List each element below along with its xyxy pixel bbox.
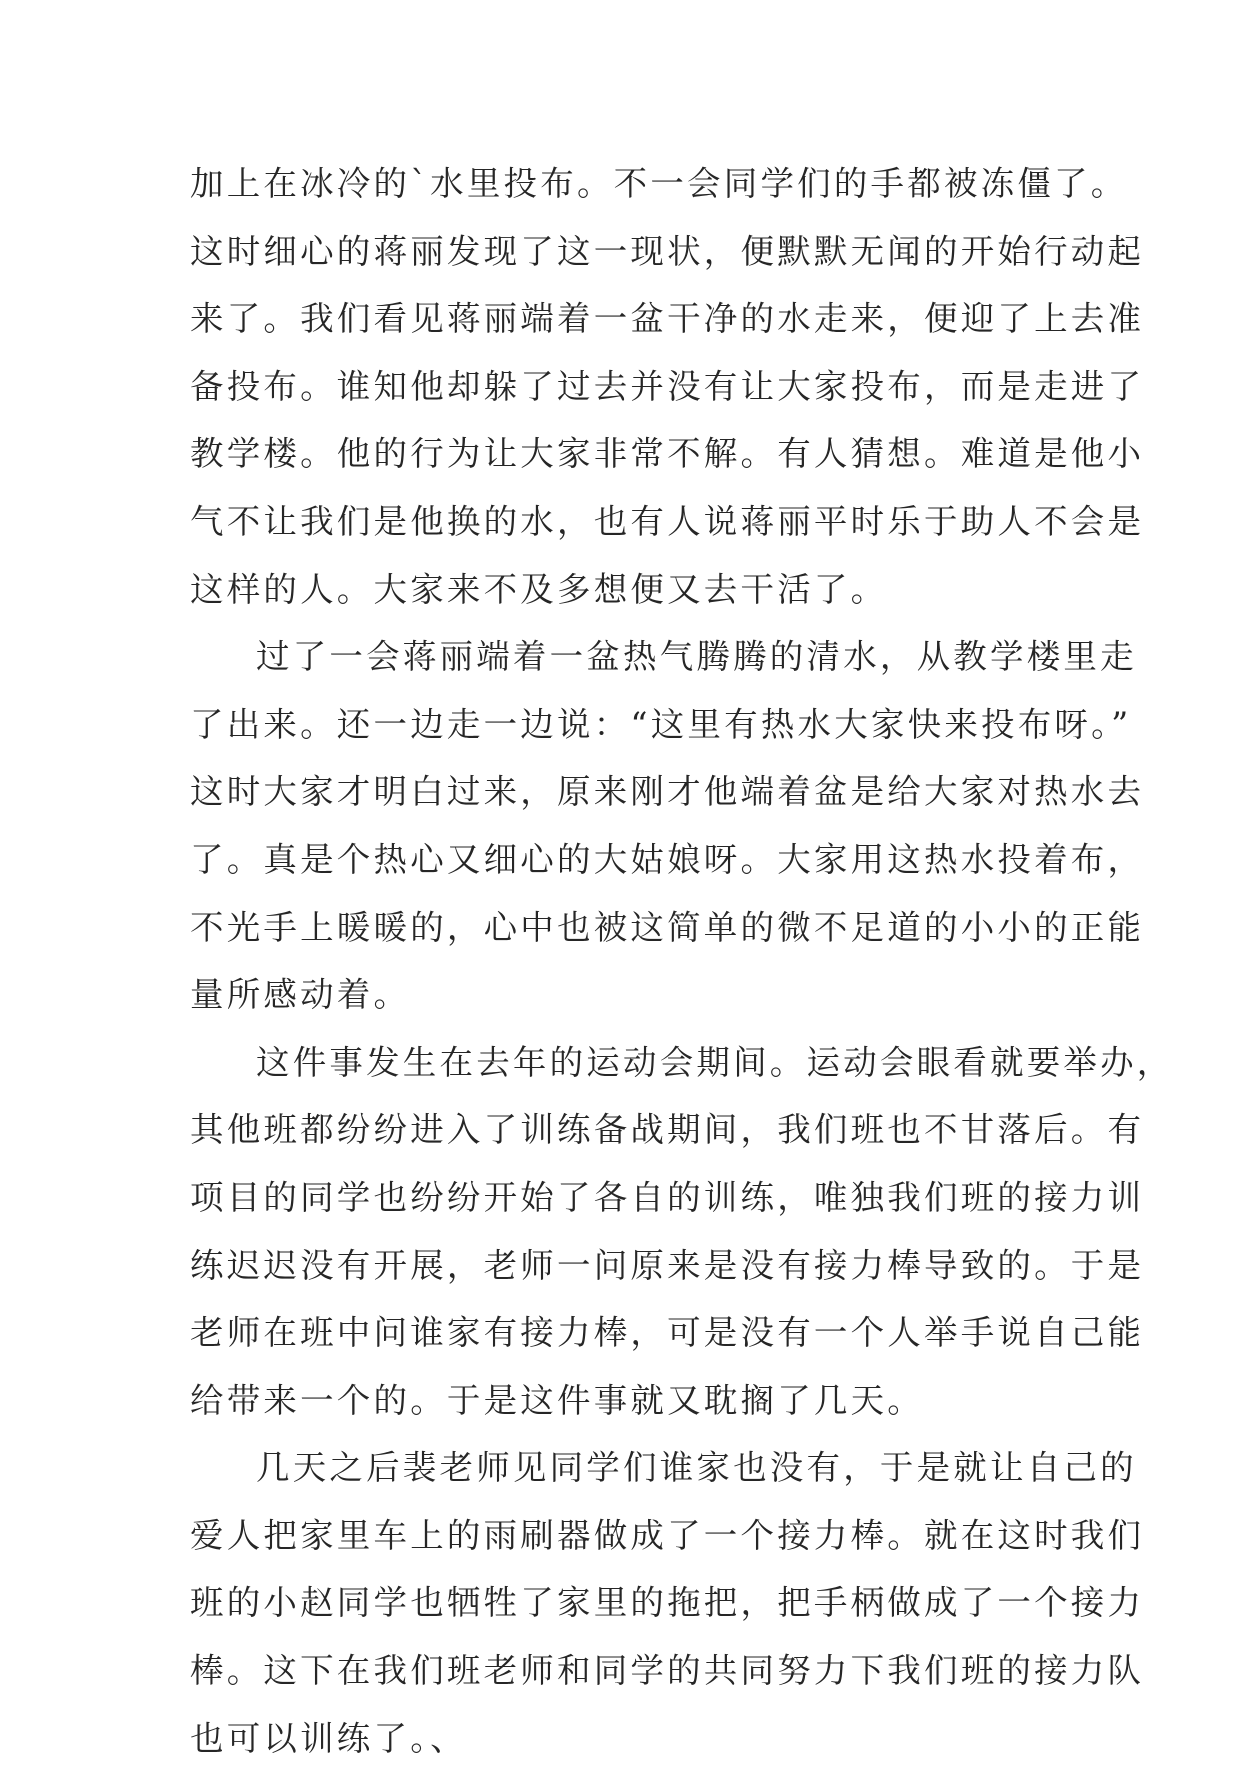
text-line: 这件事发生在去年的运动会期间。运动会眼看就要举办， xyxy=(256,1042,1174,1082)
text-line: 项目的同学也纷纷开始了各自的训练，唯独我们班的接力训 xyxy=(190,1177,1145,1217)
text-line: 这样的人。大家来不及多想便又去干活了。 xyxy=(190,569,888,609)
text-line: 给带来一个的。于是这件事就又耽搁了几天。 xyxy=(190,1380,924,1420)
text-line: 了。真是个热心又细心的大姑娘呀。大家用这热水投着布， xyxy=(190,839,1145,879)
text-line: 量所感动着。 xyxy=(190,975,411,1015)
text-line: 老师在班中问谁家有接力棒，可是没有一个人举手说自己能 xyxy=(190,1313,1145,1353)
text-line: 来了。我们看见蒋丽端着一盆干净的水走来，便迎了上去准 xyxy=(190,299,1145,339)
text-line: 不光手上暖暖的，心中也被这简单的微不足道的小小的正能 xyxy=(190,907,1145,947)
text-line: 气不让我们是他换的水，也有人说蒋丽平时乐于助人不会是 xyxy=(190,501,1145,541)
text-line: 教学楼。他的行为让大家非常不解。有人猜想。难道是他小 xyxy=(190,434,1145,474)
text-line: 棒。这下在我们班老师和同学的共同努力下我们班的接力队 xyxy=(190,1651,1145,1691)
text-line: 爱人把家里车上的雨刷器做成了一个接力棒。就在这时我们 xyxy=(190,1515,1145,1555)
text-line: 过了一会蒋丽端着一盆热气腾腾的清水，从教学楼里走 xyxy=(256,637,1137,677)
body-text xyxy=(190,150,1174,1772)
text-line: 备投布。谁知他却躲了过去并没有让大家投布，而是走进了 xyxy=(190,366,1145,406)
text-line: 这时细心的蒋丽发现了这一现状，便默默无闻的开始行动起 xyxy=(190,231,1145,271)
text-line: 了出来。还一边走一边说：“这里有热水大家快来投布呀。” xyxy=(190,704,1132,744)
text-line: 也可以训练了。、 xyxy=(190,1718,467,1758)
text-line: 加上在冰冷的`水里投布。不一会同学们的手都被冻僵了。 xyxy=(190,164,1128,203)
text-line: 几天之后裴老师见同学们谁家也没有，于是就让自己的 xyxy=(256,1448,1137,1488)
text-line: 这时大家才明白过来，原来刚才他端着盆是给大家对热水去 xyxy=(190,772,1145,812)
text-line: 练迟迟没有开展，老师一问原来是没有接力棒导致的。于是 xyxy=(190,1245,1145,1285)
text-line: 其他班都纷纷进入了训练备战期间，我们班也不甘落后。有 xyxy=(190,1110,1145,1150)
text-line: 班的小赵同学也牺牲了家里的拖把，把手柄做成了一个接力 xyxy=(190,1583,1145,1623)
